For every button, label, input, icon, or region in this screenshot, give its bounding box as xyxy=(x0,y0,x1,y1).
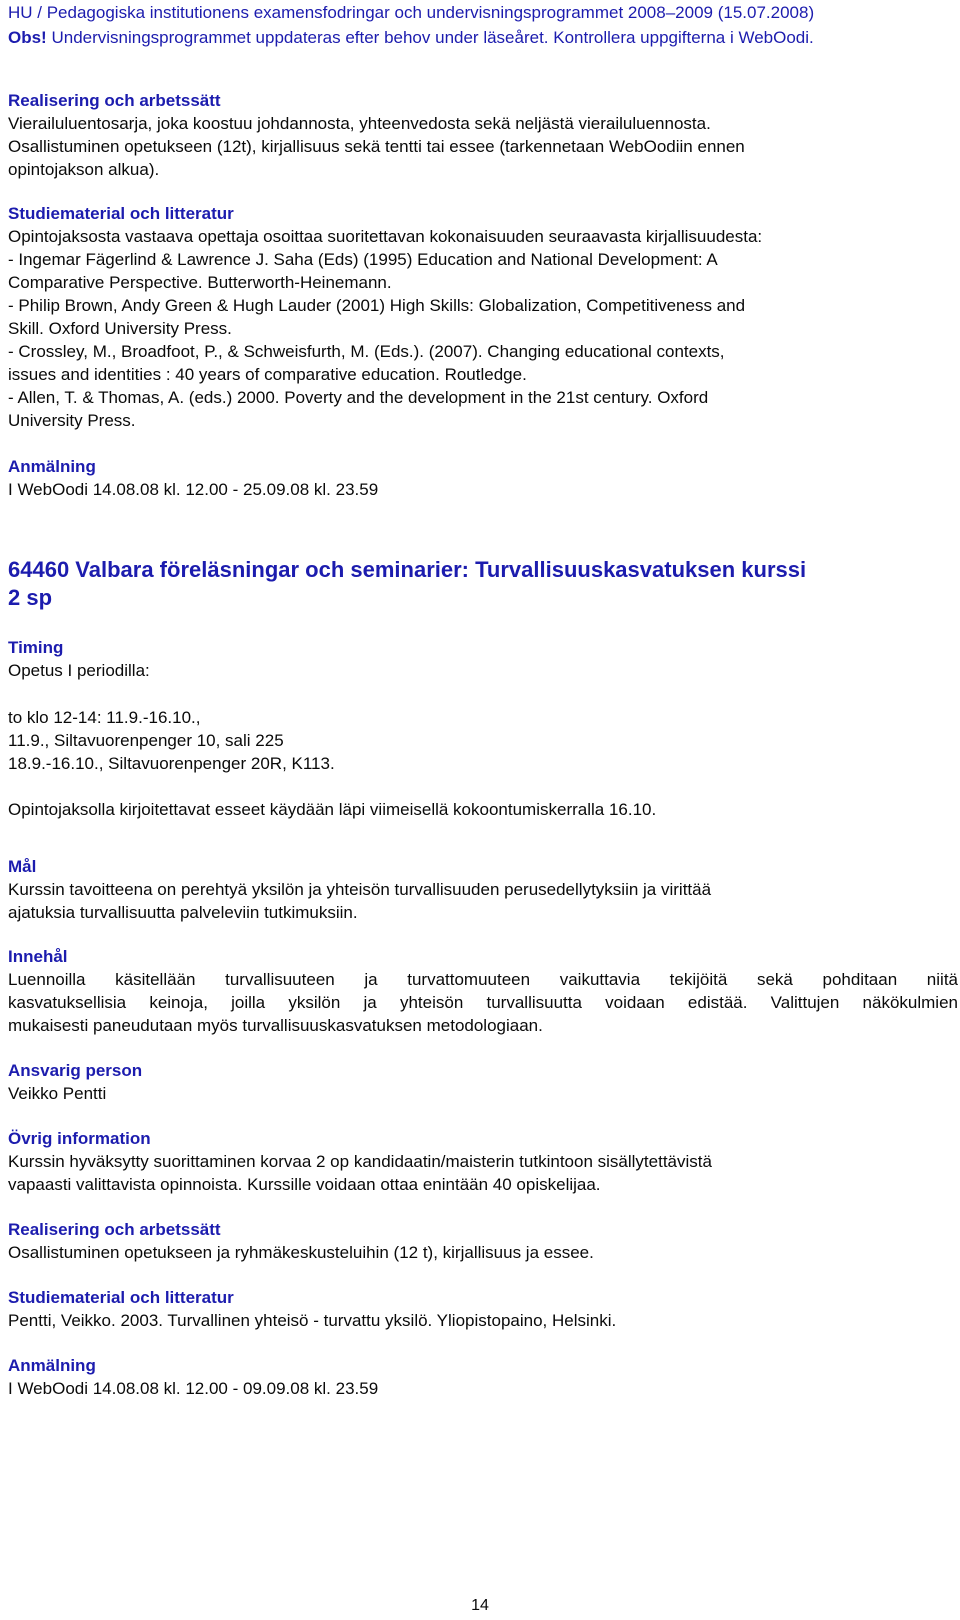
notice-label: Obs! xyxy=(8,28,47,47)
timing-line: Opetus I periodilla: xyxy=(8,661,150,680)
ovrig-heading: Övrig information xyxy=(8,1129,151,1148)
realisering-line: Vierailuluentosarja, joka koostuu johdannosta, yhteenvedosta sekä neljästä vierailuluennosta. xyxy=(8,114,711,133)
studiematerial-text: Pentti, Veikko. 2003. Turvallinen yhteisö - turvattu yksilö. Yliopistopaino, Helsinki. xyxy=(8,1311,617,1330)
ansvarig-text: Veikko Pentti xyxy=(8,1084,107,1103)
studiematerial-line: - Ingemar Fägerlind & Lawrence J. Saha (Eds) (1995) Education and National Development: A xyxy=(8,250,718,269)
studiematerial-line: Opintojaksosta vastaava opettaja osoittaa suoritettavan kokonaisuuden seuraavasta kirjallisuudesta: xyxy=(8,227,763,246)
mal-line: ajatuksia turvallisuutta palveleviin tutkimuksiin. xyxy=(8,903,358,922)
realisering-heading: Realisering och arbetssätt xyxy=(8,1220,221,1239)
realisering-line: opintojakson alkua). xyxy=(8,160,160,179)
studiematerial-line: issues and identities : 40 years of comparative education. Routledge. xyxy=(8,365,527,384)
page-number: 14 xyxy=(471,1597,489,1614)
anmalning-heading: Anmälning xyxy=(8,457,96,476)
studiematerial-line: University Press. xyxy=(8,411,136,430)
timing-line: 11.9., Siltavuorenpenger 10, sali 225 xyxy=(8,731,284,750)
realisering-text: Osallistuminen opetukseen ja ryhmäkeskusteluihin (12 t), kirjallisuus ja essee. xyxy=(8,1243,594,1262)
update-notice xyxy=(8,27,814,49)
timing-heading: Timing xyxy=(8,638,64,657)
document-header-title: HU / Pedagogiska institutionens examensfodringar och undervisningsprogrammet 2008–2009 (15.07.2008) xyxy=(8,3,815,22)
innehal-line: kasvatuksellisia keinoja, joilla yksilön ja yhteisön turvallisuutta voidaan edistää. Valittujen näkökulmien xyxy=(8,993,958,1012)
mal-heading: Mål xyxy=(8,857,37,876)
innehal-heading: Innehål xyxy=(8,947,68,966)
ovrig-line: Kurssin hyväksytty suorittaminen korvaa 2 op kandidaatin/maisterin tutkintoon sisällytettävistä xyxy=(8,1152,712,1171)
timing-line: to klo 12-14: 11.9.-16.10., xyxy=(8,708,201,727)
studiematerial-heading: Studiematerial och litteratur xyxy=(8,204,234,223)
realisering-line: Osallistuminen opetukseen (12t), kirjallisuus sekä tentti tai essee (tarkennetaan WebOodiin ennen xyxy=(8,137,745,156)
course-title: 64460 Valbara föreläsningar och seminarier: Turvallisuuskasvatuksen kurssi xyxy=(8,557,807,582)
course-title-credits: 2 sp xyxy=(8,585,53,610)
realisering-heading: Realisering och arbetssätt xyxy=(8,91,221,110)
innehal-line: mukaisesti paneudutaan myös turvallisuuskasvatuksen metodologiaan. xyxy=(8,1016,543,1035)
ovrig-line: vapaasti valittavista opinnoista. Kurssille voidaan ottaa enintään 40 opiskelijaa. xyxy=(8,1175,601,1194)
ansvarig-heading: Ansvarig person xyxy=(8,1061,143,1080)
anmalning-heading: Anmälning xyxy=(8,1356,96,1375)
studiematerial-heading: Studiematerial och litteratur xyxy=(8,1288,234,1307)
anmalning-text: I WebOodi 14.08.08 kl. 12.00 - 09.09.08 kl. 23.59 xyxy=(8,1379,379,1398)
studiematerial-line: Comparative Perspective. Butterworth-Heinemann. xyxy=(8,273,392,292)
mal-line: Kurssin tavoitteena on perehtyä yksilön ja yhteisön turvallisuuden perusedellytyksiin ja virittää xyxy=(8,880,712,899)
studiematerial-line: - Allen, T. & Thomas, A. (eds.) 2000. Poverty and the development in the 21st century. Oxford xyxy=(8,388,709,407)
studiematerial-line: Skill. Oxford University Press. xyxy=(8,319,232,338)
studiematerial-line: - Crossley, M., Broadfoot, P., & Schweisfurth, M. (Eds.). (2007). Changing educational contexts, xyxy=(8,342,725,361)
notice-text: Undervisningsprogrammet uppdateras efter behov under läseåret. Kontrollera uppgifterna i WebOodi. xyxy=(46,28,814,47)
innehal-line: Luennoilla käsitellään turvallisuuteen ja turvattomuuteen vaikuttavia tekijöitä sekä pohditaan niitä xyxy=(8,970,958,989)
studiematerial-line: - Philip Brown, Andy Green & Hugh Lauder (2001) High Skills: Globalization, Competitiveness and xyxy=(8,296,746,315)
timing-line: 18.9.-16.10., Siltavuorenpenger 20R, K113. xyxy=(8,754,335,773)
timing-note: Opintojaksolla kirjoitettavat esseet käydään läpi viimeisellä kokoontumiskerralla 16.10. xyxy=(8,800,657,819)
anmalning-text: I WebOodi 14.08.08 kl. 12.00 - 25.09.08 kl. 23.59 xyxy=(8,480,379,499)
